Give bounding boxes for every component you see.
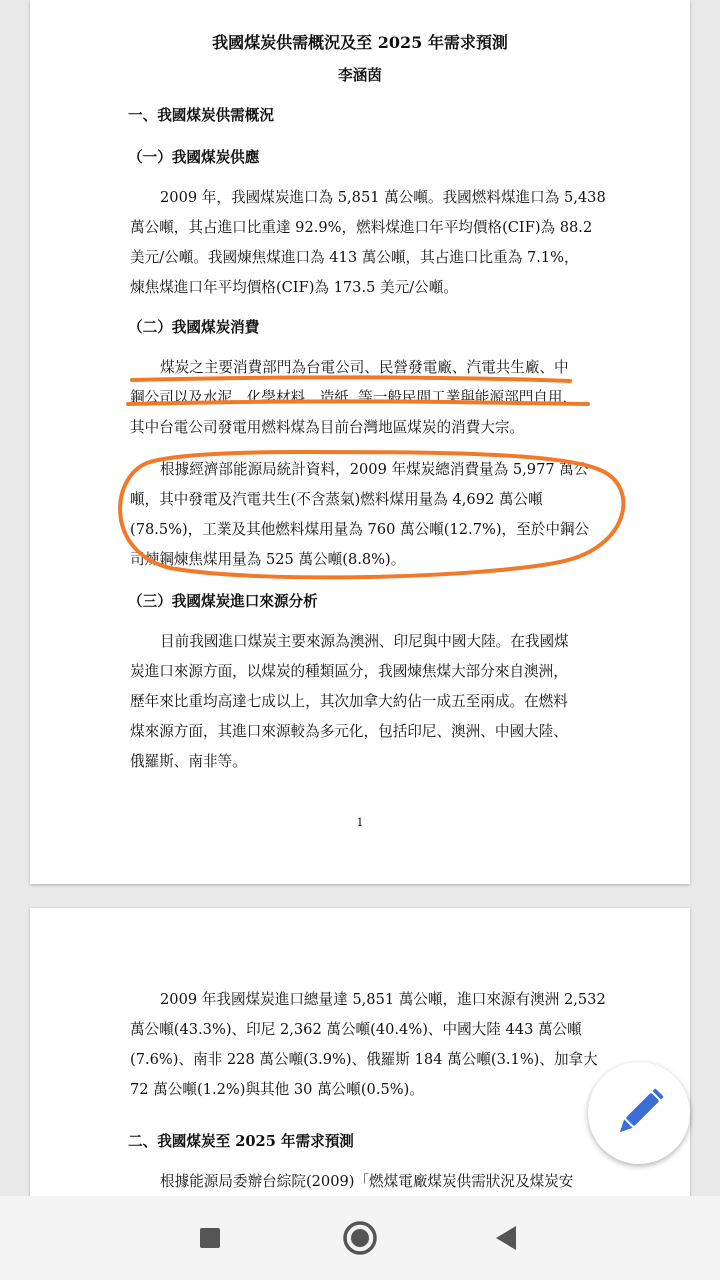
back-button[interactable]: [484, 1214, 532, 1262]
para-line: 美元/公噸。我國煉焦煤進口為 413 萬公噸，其占進口比重為 7.1%，: [130, 249, 579, 266]
para-line: (78.5%)，工業及其他燃料煤用量為 760 萬公噸(12.7%)，至於中鋼公: [130, 521, 590, 538]
para-line: 根據能源局委辦台綜院(2009)「燃煤電廠煤炭供需狀況及煤炭安: [160, 1173, 574, 1190]
document-author: 李涵茵: [338, 67, 382, 84]
para-line: 鋼公司以及水泥、化學材料、造紙..等一般民間工業與能源部門自用，: [130, 389, 578, 406]
subsection-3-heading: （三）我國煤炭進口來源分析: [128, 593, 318, 610]
para-line: 煤來源方面，其進口來源較為多元化，包括印尼、澳洲、中國大陸、: [130, 723, 568, 740]
para-line: 2009 年，我國煤炭進口為 5,851 萬公噸。我國燃料煤進口為 5,438: [160, 189, 606, 206]
square-icon: [186, 1214, 234, 1262]
document-page-1: [30, 0, 690, 884]
para-line: 其中台電公司發電用燃料煤為目前台灣地區煤炭的消費大宗。: [130, 419, 525, 436]
section-2-heading: 二、我國煤炭至 2025 年需求預測: [128, 1133, 354, 1150]
circle-icon: [336, 1214, 384, 1262]
document-title: 我國煤炭供需概況及至 2025 年需求預測: [212, 33, 508, 52]
para-line: 目前我國進口煤炭主要來源為澳洲、印尼與中國大陸。在我國煤: [160, 633, 569, 650]
triangle-back-icon: [484, 1214, 532, 1262]
para-line: 萬公噸，其占進口比重達 92.9%，燃料煤進口年平均價格(CIF)為 88.2: [130, 219, 593, 236]
para-line: (7.6%)、南非 228 萬公噸(3.9%)、俄羅斯 184 萬公噸(3.1%)、加拿大: [130, 1051, 598, 1068]
section-1-heading: 一、我國煤炭供需概況: [128, 107, 274, 124]
para-line: 炭進口來源方面，以煤炭的種類區分，我國煉焦煤大部分來自澳洲，: [130, 663, 568, 680]
para-line: 歷年來比重均高達七成以上，其次加拿大約佔一成五至兩成。在燃料: [130, 693, 568, 710]
page-number: 1: [356, 816, 364, 829]
para-line: 煤炭之主要消費部門為台電公司、民營發電廠、汽電共生廠、中: [160, 359, 569, 376]
para-line: 煉焦煤進口年平均價格(CIF)為 173.5 美元/公噸。: [130, 279, 458, 296]
subsection-1-heading: （一）我國煤炭供應: [128, 149, 260, 166]
para-line: 2009 年我國煤炭進口總量達 5,851 萬公噸，進口來源有澳洲 2,532: [160, 991, 606, 1008]
para-line: 俄羅斯、南非等。: [130, 753, 247, 770]
pencil-icon: [588, 1062, 690, 1164]
subsection-2-heading: （二）我國煤炭消費: [128, 319, 260, 336]
para-line: 萬公噸(43.3%)、印尼 2,362 萬公噸(40.4%)、中國大陸 443 萬公噸: [130, 1021, 582, 1038]
para-line: 根據經濟部能源局統計資料，2009 年煤炭總消費量為 5,977 萬公: [160, 461, 589, 478]
recent-apps-button[interactable]: [186, 1214, 234, 1262]
system-navigation-bar: [0, 1196, 720, 1280]
para-line: 司煉鋼煉焦煤用量為 525 萬公噸(8.8%)。: [130, 551, 406, 568]
para-line: 72 萬公噸(1.2%)與其他 30 萬公噸(0.5%)。: [130, 1081, 424, 1098]
para-line: 噸，其中發電及汽電共生(不含蒸氣)燃料煤用量為 4,692 萬公噸: [130, 491, 543, 508]
home-button[interactable]: [336, 1214, 384, 1262]
edit-fab-button[interactable]: [588, 1062, 690, 1164]
